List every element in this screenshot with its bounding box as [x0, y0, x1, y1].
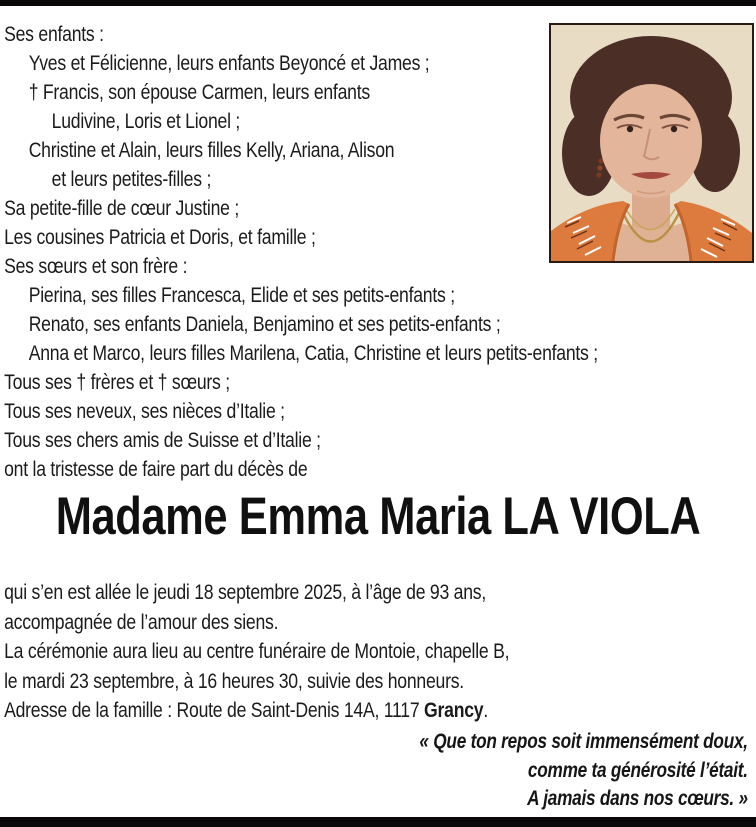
family-line: Ses sœurs et son frère : [4, 254, 188, 278]
family-line: Anna et Marco, leurs filles Marilena, Catia, Christine et leurs petits-enfants ; [28, 341, 598, 365]
address-suffix: . [483, 698, 489, 722]
earring [596, 172, 601, 177]
family-line: Pierina, ses filles Francesca, Elide et ses petits-enfants ; [28, 283, 455, 307]
detail-line: accompagnée de l’amour des siens. [4, 609, 279, 634]
family-line: Tous ses neveux, ses nièces d’Italie ; [4, 399, 285, 423]
earring [597, 165, 602, 170]
family-line: Tous ses chers amis de Suisse et d’Italie ; [4, 428, 321, 452]
family-line: Ludivine, Loris et Lionel ; [51, 109, 241, 133]
address-prefix: Adresse de la famille : Route de Saint-Denis 14A, 1117 [4, 698, 425, 722]
detail-line: qui s’en est allée le jeudi 18 septembre 2025, à l’âge de 93 ans, [4, 580, 487, 604]
deceased-name: Madame Emma Maria LA VIOLA [55, 487, 701, 546]
family-line: Christine et Alain, leurs filles Kelly, Ariana, Alison [28, 138, 395, 162]
memorial-quote [419, 728, 747, 814]
quote-line: comme ta générosité l’était. [527, 758, 748, 782]
portrait-photo [549, 23, 754, 263]
face [600, 84, 702, 198]
family-line: Tous ses † frères et † sœurs ; [4, 370, 230, 394]
portrait-illustration [551, 25, 752, 261]
family-line: Sa petite-fille de cœur Justine ; [4, 196, 239, 220]
family-list [4, 20, 598, 484]
detail-line: La cérémonie aura lieu au centre funéraire de Montoie, chapelle B, [4, 639, 510, 663]
family-line: † Francis, son épouse Carmen, leurs enfants [28, 80, 370, 104]
ceremony-details [4, 578, 509, 726]
eye [671, 126, 677, 132]
family-line: Yves et Félicienne, leurs enfants Beyoncé et James ; [28, 51, 430, 75]
address-locality: Grancy [424, 698, 484, 722]
family-line: ont la tristesse de faire part du décès de [4, 457, 308, 481]
family-line: Les cousines Patricia et Doris, et famille ; [4, 225, 316, 249]
quote-line: A jamais dans nos cœurs. » [527, 787, 748, 810]
family-line: Ses enfants : [4, 22, 104, 46]
bottom-rule [0, 817, 756, 827]
family-line: et leurs petites-filles ; [51, 167, 212, 191]
neck [632, 193, 670, 231]
detail-line: le mardi 23 septembre, à 16 heures 30, suivie des honneurs. [4, 668, 464, 693]
family-line: Renato, ses enfants Daniela, Benjamino et ses petits-enfants ; [28, 312, 501, 336]
quote-line: « Que ton repos soit immensément doux, [419, 730, 748, 753]
eye [627, 126, 633, 132]
family-address-line [4, 696, 509, 726]
